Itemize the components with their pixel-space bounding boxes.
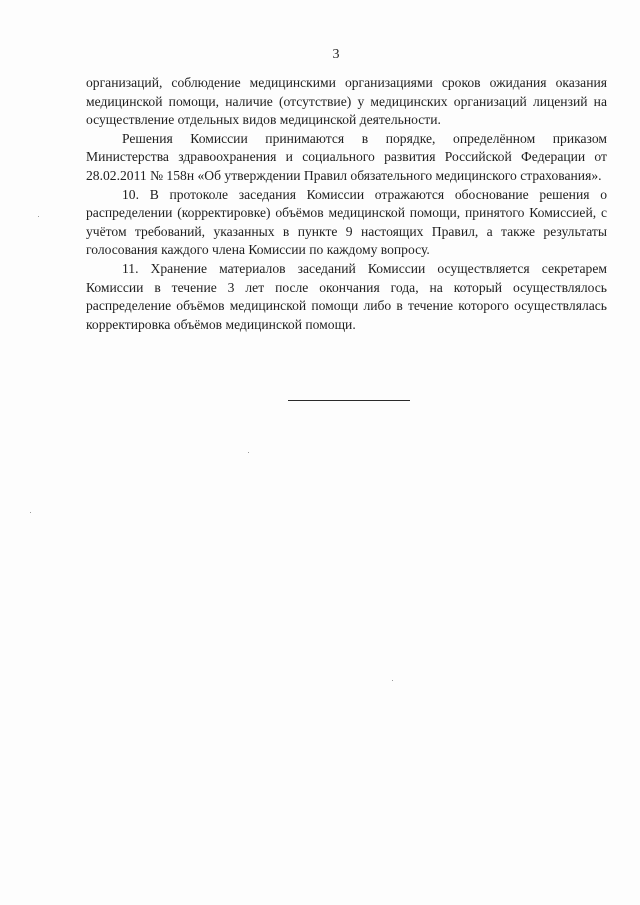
paragraph-item-10: 10. В протоколе заседания Комиссии отражаются обоснование решения о распределении (корректировке) объёмов медицинской помощи, принятого Комиссией, с учётом требований, указанных в пункте 9 настоящих Правил, а также результаты голосования каждого члена Комиссии по каждому вопросу. [86,186,607,258]
paragraph-commission-decisions: Решения Комиссии принимаются в порядке, определённом приказом Министерства здравоохранения и социального развития Российской Федерации от 28.02.2011 № 158н «Об утверждении Правил обязательного медицинского страхования». [86,130,607,183]
paragraph-continuation: организаций, соблюдение медицинскими организациями сроков ожидания оказания медицинской помощи, наличие (отсутствие) у медицинских организаций лицензий на осуществление отдельных видов медицинской деятельности. [86,75,607,128]
document-body [86,74,607,334]
paragraph-item-11: 11. Хранение материалов заседаний Комиссии осуществляется секретарем Комиссии в течение 3 лет после окончания года, на который осуществлялось распределение объёмов медицинской помощи либо в течение которого осуществлялась корректировка объёмов медицинской помощи. [86,260,607,332]
scan-speck [392,680,393,681]
scan-speck [38,216,39,217]
end-of-text-line [288,400,410,401]
scan-speck [30,512,31,513]
page-number: 3 [332,47,340,62]
scan-speck [248,452,249,453]
